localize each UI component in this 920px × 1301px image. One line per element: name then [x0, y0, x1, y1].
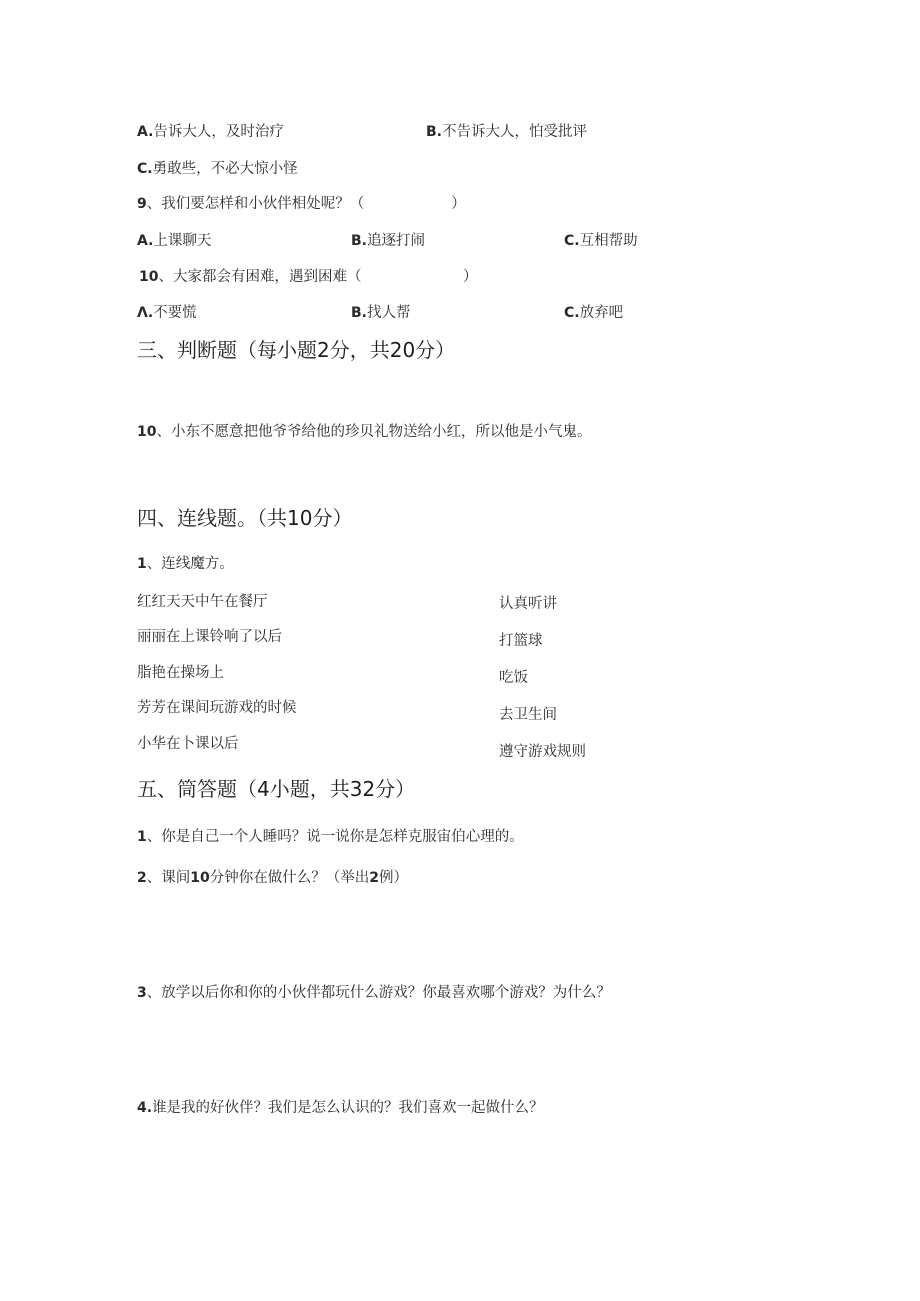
question-text: 谁是我的好伙伴？我们是怎么认识的？我们喜欢一起做什么？	[152, 1100, 544, 1116]
option-text: 不告诉大人，怕受批评	[442, 124, 587, 140]
q8-option-b	[426, 123, 587, 141]
question-number: 10	[137, 424, 157, 440]
question-text: 、你是自己一个人睡吗？说一说你是怎样克服宙伯心理的。	[146, 829, 524, 845]
question-number: 9	[137, 196, 147, 212]
q9-option-c	[564, 232, 638, 250]
option-letter: A.	[137, 124, 154, 140]
question-text: 、小东不愿意把他爷爷给他的珍贝礼物送给小红，所以他是小气鬼。	[156, 424, 592, 440]
option-letter: C.	[564, 233, 580, 249]
q9-question	[137, 195, 466, 213]
match-left-item: 丽丽在上课铃响了以后	[137, 629, 282, 645]
question-text: 分钟你在做什么？（举出	[209, 870, 370, 886]
q10-question	[139, 268, 477, 286]
option-letter: B.	[351, 233, 367, 249]
option-text: 上课聊天	[153, 233, 212, 249]
match-right-item: 去卫生间	[499, 707, 557, 723]
option-text: 放弃吧	[579, 305, 624, 321]
question-number: 1	[137, 829, 147, 845]
option-text: 找人帮	[367, 305, 411, 321]
section-4-question	[137, 555, 234, 573]
option-text: 不要慌	[153, 305, 197, 321]
option-letter: B.	[426, 124, 442, 140]
q10-option-a	[137, 304, 197, 322]
q9-option-b	[351, 232, 425, 250]
match-right-item: 吃饭	[499, 670, 528, 686]
question-text: 、课间	[146, 870, 191, 886]
question-number-inline: 2	[369, 870, 379, 886]
question-text: 、大家都会有困难，遇到困难（ ）	[158, 269, 478, 285]
section-5-question-3	[137, 984, 611, 1002]
section-5-question-4	[137, 1099, 544, 1117]
question-number: 4.	[137, 1100, 153, 1116]
q9-option-a	[137, 232, 211, 250]
match-right-item: 认真听讲	[499, 596, 557, 612]
question-number-inline: 10	[190, 870, 210, 886]
option-text: 互相帮助	[579, 233, 638, 249]
q8-option-c	[137, 160, 298, 178]
match-right-item: 遵守游戏规则	[499, 744, 586, 760]
q8-option-a	[137, 123, 284, 141]
question-number: 10	[139, 269, 159, 285]
section-5-heading: 五、筒答题（4小题，共32分）	[137, 777, 416, 801]
match-left-item: 红红天天中午在餐厅	[137, 594, 268, 610]
option-letter: C.	[137, 161, 153, 177]
match-left-item: 小华在卜课以后	[137, 736, 239, 752]
section-3-question	[137, 423, 591, 441]
option-text: 勇敢些，不必大惊小怪	[152, 161, 298, 177]
q10-option-b	[351, 304, 411, 322]
option-letter: C.	[564, 305, 580, 321]
option-letter: B.	[351, 305, 367, 321]
option-text: 追逐打闹	[367, 233, 425, 249]
option-text: 告诉大人，及时治疗	[153, 124, 284, 140]
option-letter: Λ.	[137, 305, 154, 321]
section-5-question-1	[137, 828, 524, 846]
section-4-heading: 四、连线题。（共10分）	[137, 506, 353, 530]
question-text: 、我们要怎样和小伙伴相处呢？（ ）	[146, 196, 466, 212]
section-5-question-2	[137, 869, 408, 887]
match-right-item: 打篮球	[499, 633, 543, 649]
option-letter: A.	[137, 233, 154, 249]
question-number: 1	[137, 556, 147, 572]
match-left-item: 脂艳在操场上	[137, 665, 224, 681]
question-text: 、放学以后你和你的小伙伴都玩什么游戏？你最喜欢哪个游戏？为什么？	[146, 985, 611, 1001]
question-number: 3	[137, 985, 147, 1001]
match-left-item: 芳芳在课间玩游戏的时候	[137, 700, 297, 716]
q10-option-c	[564, 304, 623, 322]
question-number: 2	[137, 870, 147, 886]
question-text: 、连线魔方。	[146, 556, 234, 572]
question-text: 例）	[378, 870, 408, 886]
section-3-heading: 三、判断题（每小题2分，共20分）	[137, 338, 456, 362]
